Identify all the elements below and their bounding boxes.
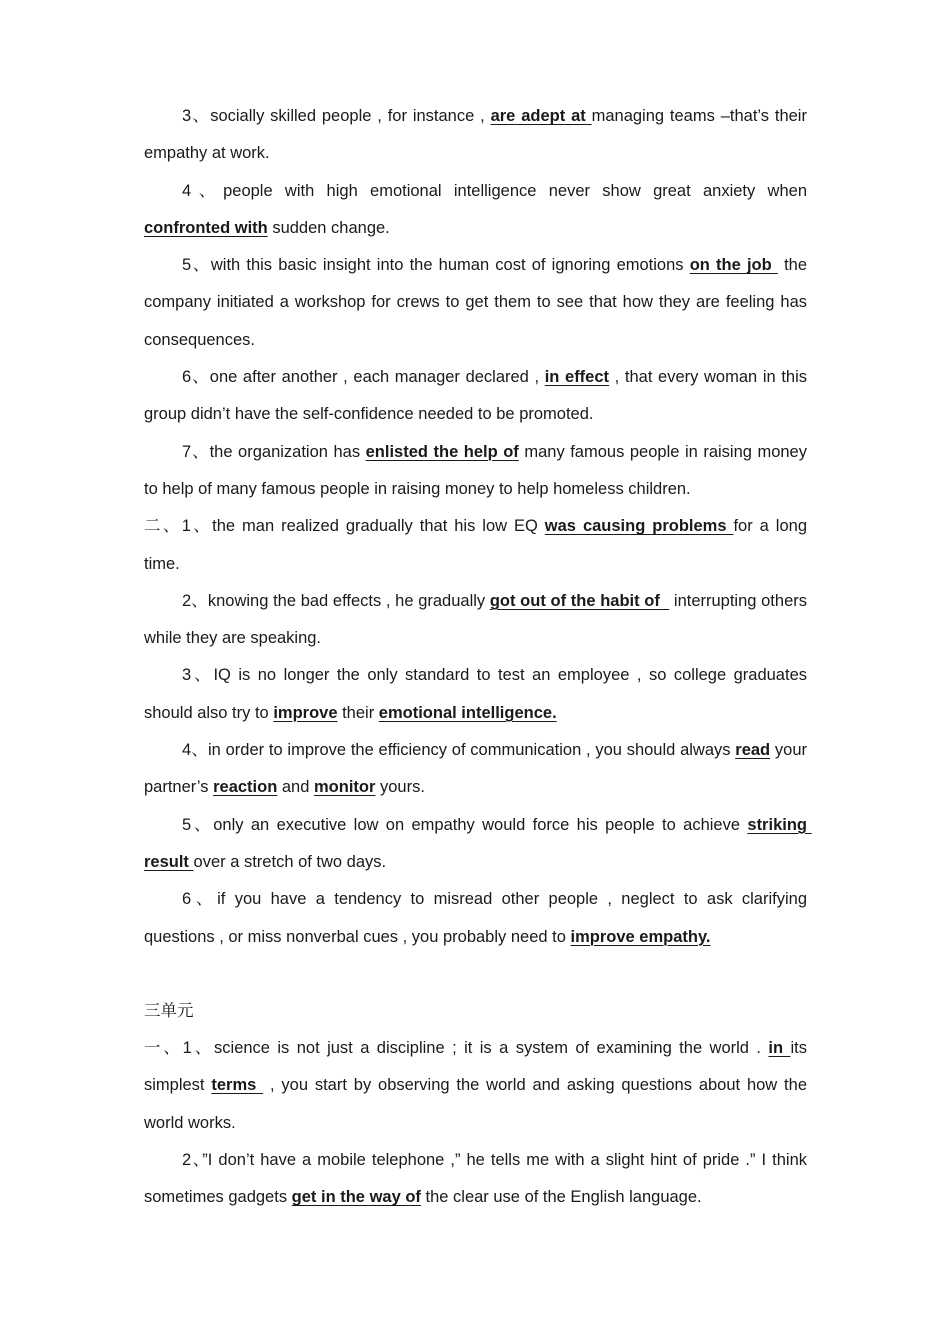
exercise-paragraph [144, 732, 807, 807]
exercise-paragraph [144, 881, 807, 956]
text-segment: the clear use of the English language. [420, 1188, 702, 1207]
text-segment: 3、IQ is no longer the only standard to test an employee , so college graduates should also try to [144, 666, 807, 722]
text-segment: and [277, 778, 314, 797]
answer-phrase: in [768, 1039, 791, 1058]
answer-phrase: are adept at [490, 107, 592, 125]
answer-phrase: in effect [544, 368, 610, 387]
text-segment: 4、in order to improve the efficiency of communication , you should always [182, 741, 736, 760]
answer-phrase: monitor [313, 778, 376, 797]
exercise-paragraph [144, 434, 807, 509]
text-segment: their [337, 703, 379, 722]
exercise-paragraph [144, 173, 807, 248]
text-segment: sudden change. [267, 218, 390, 237]
exercise-paragraph [144, 583, 807, 658]
text-segment: managing teams –that’s their empathy at work. [144, 107, 807, 163]
text-segment: 7、the organization has [182, 442, 366, 461]
text-segment: 三单元 [144, 1001, 194, 1020]
text-segment: 一、1、science is not just a discipline ; it is a system of examining the world . [144, 1039, 769, 1058]
answer-phrase: confronted with [144, 218, 268, 237]
exercise-paragraph [144, 1030, 807, 1142]
text-segment: the company initiated a workshop for crews to get them to see that how they are feeling has consequences. [144, 256, 808, 349]
text-segment: many famous people in raising money to help of many famous people in raising money to help homeless children. [144, 442, 807, 498]
text-segment: 6、if you have a tendency to misread other people , neglect to ask clarifying questions , or miss nonverbal cues , you probably need to [144, 890, 807, 946]
document-body [144, 98, 812, 1217]
text-segment: 2、”I don’t have a mobile telephone ,” he tells me with a slight hint of pride .” I think sometimes gadgets [144, 1151, 807, 1207]
section-heading [144, 993, 807, 1030]
exercise-paragraph [144, 1142, 807, 1217]
answer-phrase: on the job [689, 256, 778, 275]
answer-phrase: emotional intelligence. [378, 703, 557, 722]
text-segment: 5、with this basic insight into the human cost of ignoring emotions [182, 256, 690, 275]
answer-phrase: read [735, 741, 771, 760]
text-segment: yours. [375, 778, 425, 797]
text-segment: 5、only an executive low on empathy would force his people to achieve [182, 815, 748, 834]
exercise-paragraph [144, 807, 812, 882]
text-segment: over a stretch of two days. [193, 852, 387, 871]
answer-phrase: improve [273, 703, 338, 722]
text-segment: its simplest [144, 1039, 807, 1095]
text-segment: 3、socially skilled people , for instance , [182, 107, 491, 125]
text-segment: your partner’s [144, 741, 807, 797]
exercise-paragraph [144, 359, 807, 434]
answer-phrase: improve empathy. [570, 927, 711, 946]
exercise-paragraph [144, 657, 807, 732]
exercise-paragraph [144, 508, 807, 583]
text-segment: 4、people with high emotional intelligence never show great anxiety when [182, 181, 807, 200]
text-segment: 6、one after another , each manager declared , [182, 368, 545, 387]
text-segment: 2、knowing the bad effects , he gradually [182, 591, 490, 610]
answer-phrase: got out of the habit of [489, 591, 670, 610]
exercise-paragraph [144, 247, 807, 359]
text-segment: for a long time. [144, 517, 808, 573]
answer-phrase: terms [211, 1076, 264, 1095]
text-segment: 二、1、the man realized gradually that his low EQ [144, 517, 545, 536]
text-segment: , that every woman in this group didn’t have the self-confidence needed to be promoted. [144, 368, 807, 424]
exercise-paragraph [144, 98, 807, 173]
answer-phrase: reaction [213, 778, 278, 797]
text-segment: , you start by observing the world and asking questions about how the world works. [144, 1076, 807, 1132]
answer-phrase: striking result [144, 815, 812, 871]
answer-phrase: was causing problems [544, 517, 734, 536]
answer-phrase: get in the way of [291, 1188, 421, 1207]
answer-phrase: enlisted the help of [365, 442, 519, 461]
text-segment: interrupting others while they are speaking. [144, 591, 807, 648]
